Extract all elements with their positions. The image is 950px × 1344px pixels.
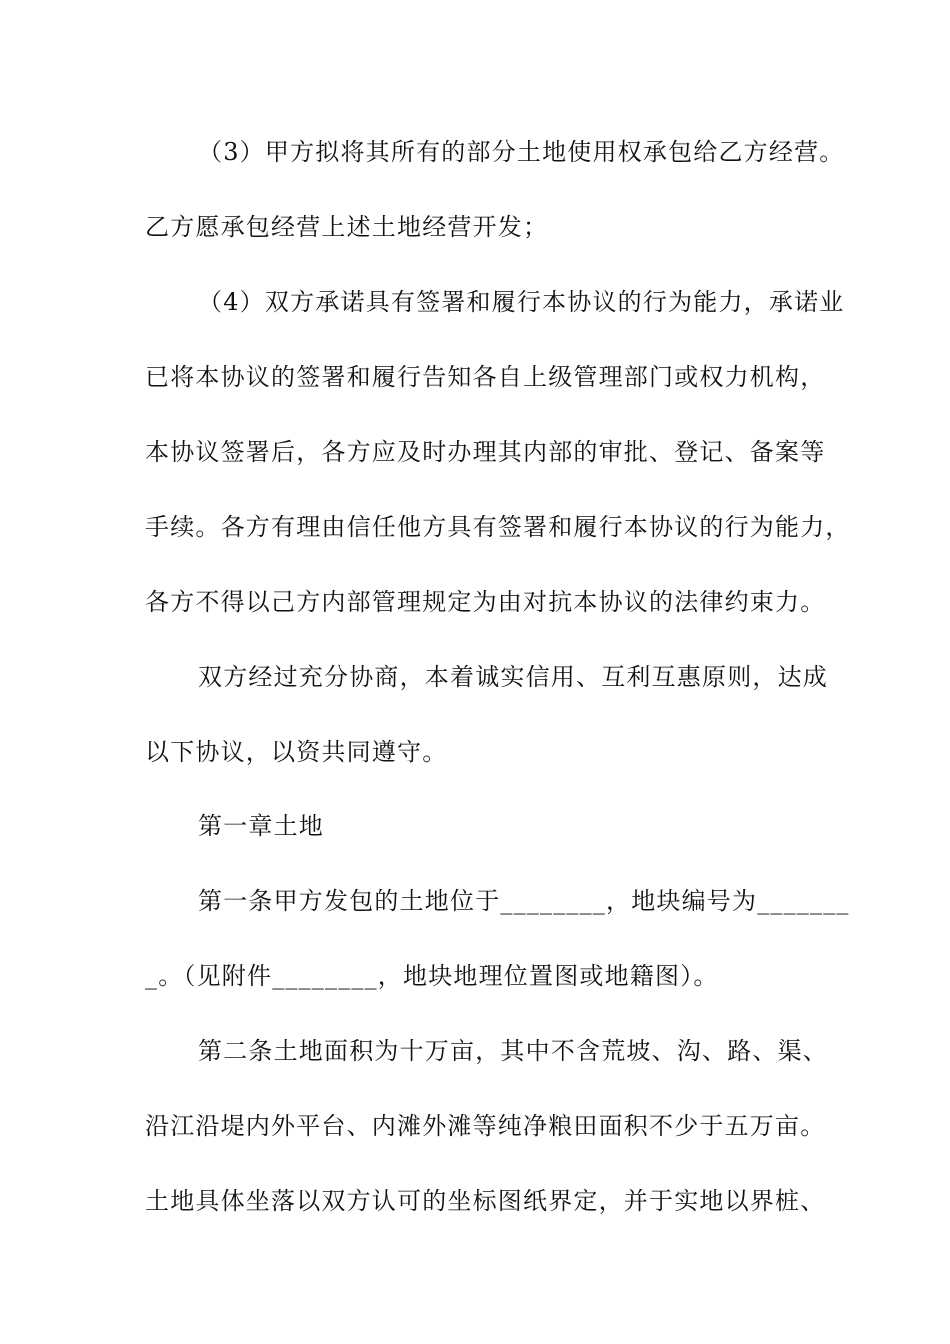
- paragraph-line: 以下协议，以资共同遵守。: [145, 738, 448, 766]
- article-line: 第二条土地面积为十万亩，其中不含荒坡、沟、路、渠、: [198, 1037, 828, 1065]
- paragraph-line: 本协议签署后，各方应及时办理其内部的审批、登记、备案等: [145, 438, 826, 466]
- paragraph-line: 沿江沿堤内外平台、内滩外滩等纯净粮田面积不少于五万亩。: [145, 1112, 826, 1140]
- paragraph-line: _。（见附件________，地块地理位置图或地籍图）。: [145, 962, 719, 990]
- paragraph-line: （4）双方承诺具有签署和履行本协议的行为能力，承诺业: [198, 288, 845, 316]
- paragraph-line: （3）甲方拟将其所有的部分土地使用权承包给乙方经营。: [198, 138, 845, 166]
- paragraph-line: 乙方愿承包经营上述土地经营开发；: [145, 213, 549, 241]
- paragraph-line: 各方不得以己方内部管理规定为由对抗本协议的法律约束力。: [145, 588, 826, 616]
- paragraph-line: 双方经过充分协商，本着诚实信用、互利互惠原则，达成: [198, 663, 828, 691]
- paragraph-line: 土地具体坐落以双方认可的坐标图纸界定，并于实地以界桩、: [145, 1187, 826, 1215]
- paragraph-line: 已将本协议的签署和履行告知各自上级管理部门或权力机构，: [145, 363, 826, 391]
- paragraph-line: 手续。各方有理由信任他方具有签署和履行本协议的行为能力，: [145, 513, 851, 541]
- article-line: 第一条甲方发包的土地位于________，地块编号为_______: [198, 887, 850, 915]
- chapter-heading: 第一章土地: [198, 812, 324, 840]
